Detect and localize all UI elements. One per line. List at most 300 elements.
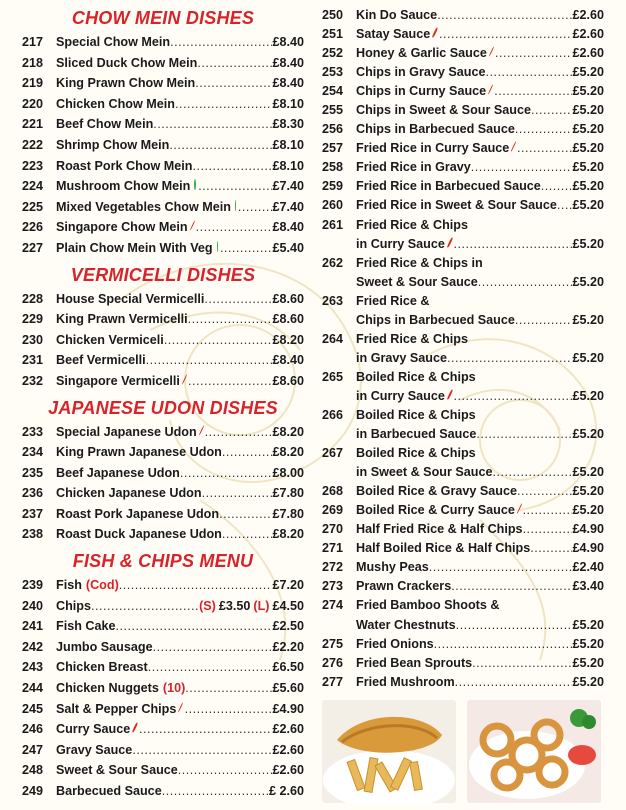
chili-icon [517, 504, 522, 514]
menu-item [322, 387, 604, 406]
item-price: £6.50 [272, 660, 304, 675]
item-number: 222 [22, 137, 44, 152]
item-number: 219 [22, 76, 44, 91]
item-number: 261 [322, 217, 344, 232]
item-number: 275 [322, 636, 344, 651]
item-number: 226 [22, 220, 44, 235]
leader-dots [204, 289, 272, 310]
item-name: Chips [56, 598, 91, 613]
menu-item [22, 504, 304, 525]
item-name: Fish Cake [56, 619, 116, 634]
menu-item-line [322, 330, 604, 349]
item-price: £2.20 [272, 639, 304, 654]
item-name: Water Chestnuts [356, 617, 456, 632]
item-number: 251 [322, 27, 344, 42]
item-name: Chips in Barbecued Sauce [356, 122, 515, 137]
item-name: Roast Pork Chow Mein [56, 158, 193, 173]
leader-dots [531, 101, 573, 120]
chili-icon [182, 374, 188, 384]
item-number: 265 [322, 369, 344, 384]
leader-dots [175, 94, 273, 115]
leader-dots [455, 673, 573, 692]
item-name: King Prawn Chow Mein [56, 76, 196, 91]
menu-item [322, 82, 604, 101]
item-price: £8.60 [272, 291, 304, 306]
leader-dots [202, 483, 273, 504]
item-number: 277 [322, 674, 344, 689]
item-name: Shrimp Chow Mein [56, 137, 170, 152]
section-title: FISH & CHIPS MENU [72, 551, 254, 572]
menu-item [22, 371, 304, 392]
item-number: 270 [322, 522, 344, 537]
item-name: Sweet & Sour Sauce [356, 274, 478, 289]
item-number: 276 [322, 655, 344, 670]
item-number: 241 [22, 619, 44, 634]
menu-item [22, 760, 304, 781]
menu-item [22, 781, 304, 802]
menu-item [22, 483, 304, 504]
leader-dots [456, 616, 573, 635]
leader-dots [495, 44, 573, 63]
item-price: £5.20 [572, 350, 604, 365]
item-number: 259 [322, 179, 344, 194]
leader-dots [185, 699, 273, 720]
menu-item [322, 273, 604, 292]
item-number: 266 [322, 407, 344, 422]
item-price: £8.40 [272, 55, 304, 70]
item-name: Salt & Pepper Chips [56, 701, 177, 716]
item-number: 234 [22, 445, 44, 460]
item-number: 218 [22, 55, 44, 70]
item-number: 228 [22, 291, 44, 306]
item-number: 272 [322, 560, 344, 575]
item-note: (10) [162, 681, 186, 696]
item-price: £2.60 [572, 46, 604, 61]
item-name: Honey & Garlic Sauce [356, 46, 487, 61]
item-price: £5.20 [572, 274, 604, 289]
menu-item-line [322, 596, 604, 615]
item-name: Fried Mushroom [356, 674, 455, 689]
item-number: 263 [322, 293, 344, 308]
leader-dots [238, 197, 273, 218]
item-name: Fish [56, 578, 82, 593]
item-name: Fried Rice in Curry Sauce [356, 141, 510, 156]
item-name: Chicken Vermiceli [56, 332, 164, 347]
vegetarian-leaf-icon [235, 200, 236, 211]
item-price: £5.40 [272, 240, 304, 255]
leader-dots [91, 596, 199, 617]
item-price: £8.40 [272, 76, 304, 91]
item-name: Boiled Rice & Gravy Sauce [356, 484, 517, 499]
item-price: £2.60 [272, 722, 304, 737]
item-name: Fried Rice in Barbecued Sauce [356, 179, 541, 194]
item-price: £8.40 [272, 35, 304, 49]
item-name: Plain Chow Mein With Veg [56, 240, 213, 255]
item-price: £5.20 [572, 674, 604, 689]
menu-item [22, 135, 304, 156]
item-price: £8.60 [272, 373, 304, 388]
chili-icon [489, 46, 495, 56]
leader-dots [219, 504, 272, 525]
leader-dots [169, 135, 272, 156]
menu-item [322, 63, 604, 82]
item-price: £7.80 [272, 486, 304, 501]
leader-dots [472, 654, 572, 673]
chili-icon [447, 389, 453, 400]
item-number: 240 [22, 598, 44, 613]
item-number: 264 [322, 331, 344, 346]
item-name: Chicken Chow Mein [56, 96, 175, 111]
item-name: Gravy Sauce [56, 742, 133, 757]
item-price: £5.20 [572, 484, 604, 499]
menu-item [322, 6, 604, 25]
menu-item [322, 463, 604, 482]
item-name-line1: Fried Rice & [356, 293, 430, 308]
right-column [322, 6, 604, 692]
item-name: Sweet & Sour Sauce [56, 763, 178, 778]
leader-dots [492, 463, 572, 482]
item-number: 233 [22, 424, 44, 439]
item-name: Jumbo Sausage [56, 639, 153, 654]
leader-dots [180, 463, 273, 484]
item-name: Barbecued Sauce [56, 784, 162, 798]
menu-item [322, 44, 604, 63]
item-number: 271 [322, 541, 344, 556]
menu-item [22, 699, 304, 720]
leader-dots [198, 176, 272, 197]
menu-item-line [322, 368, 604, 387]
leader-dots [486, 63, 573, 82]
item-price: £8.20 [272, 424, 304, 439]
item-number: 237 [22, 506, 44, 521]
menu-item [22, 575, 304, 596]
item-price: £5.20 [572, 160, 604, 175]
leader-dots [437, 6, 572, 25]
item-price: £5.20 [572, 236, 604, 251]
item-price: £5.20 [572, 141, 604, 156]
chili-icon [189, 221, 195, 231]
item-name-line1: Fried Rice & Chips in [356, 255, 483, 270]
item-name: Roast Pork Japanese Udon [56, 506, 220, 521]
item-name: in Barbecued Sauce [356, 427, 477, 442]
item-number: 223 [22, 158, 44, 173]
menu-item [22, 238, 304, 259]
item-name-line1: Fried Rice & Chips [356, 331, 468, 346]
item-number: 238 [22, 527, 44, 542]
item-name: Mushy Peas [356, 560, 429, 575]
item-name: in Curry Sauce [356, 388, 445, 403]
leader-dots [178, 760, 273, 781]
item-number: 247 [22, 742, 44, 757]
menu-item [22, 719, 304, 740]
menu-item [322, 235, 604, 254]
item-number: 252 [322, 46, 344, 61]
item-name-line1: Fried Rice & Chips [356, 217, 468, 232]
menu-item-line [322, 292, 604, 311]
item-number: 260 [322, 198, 344, 213]
item-name: Special Japanese Udon [56, 424, 197, 439]
fried-calamari-photo [467, 700, 601, 803]
item-name: Sliced Duck Chow Mein [56, 55, 198, 70]
section-title: CHOW MEIN DISHES [71, 8, 255, 28]
price-small: £3.50 [218, 598, 251, 613]
item-price: £5.20 [572, 312, 604, 327]
item-number: 220 [22, 96, 44, 111]
item-name: House Special Vermicelli [56, 291, 205, 306]
menu-item [22, 94, 304, 115]
item-price: £5.20 [572, 198, 604, 213]
leader-dots [515, 311, 573, 330]
item-number: 244 [22, 681, 44, 696]
leader-dots [222, 524, 273, 545]
leader-dots [195, 73, 272, 94]
leader-dots [429, 558, 573, 577]
menu-item [22, 740, 304, 761]
item-number: 246 [22, 722, 44, 737]
menu-item [22, 616, 304, 637]
item-price: £8.20 [272, 332, 304, 347]
item-number: 249 [22, 784, 44, 798]
menu-item [322, 635, 604, 654]
item-price: £5.20 [572, 65, 604, 80]
leader-dots [454, 387, 573, 406]
menu-item [322, 482, 604, 501]
leader-dots [439, 25, 572, 44]
leader-dots [471, 158, 573, 177]
menu-item [22, 678, 304, 699]
item-number: 262 [322, 255, 344, 270]
item-name: Roast Duck Japanese Udon [56, 527, 222, 542]
item-number: 225 [22, 199, 44, 214]
chili-icon [178, 702, 184, 712]
leader-dots [434, 635, 573, 654]
item-number: 253 [322, 65, 344, 80]
leader-dots [116, 616, 273, 637]
leader-dots [447, 349, 572, 368]
item-number: 254 [322, 84, 344, 99]
item-number: 221 [22, 117, 44, 132]
item-price: £4.50 [272, 598, 304, 613]
leader-dots [139, 719, 272, 740]
item-price: £5.20 [572, 427, 604, 442]
menu-item-line [322, 216, 604, 235]
leader-dots [478, 273, 573, 292]
vegetarian-leaf-icon [217, 241, 218, 252]
menu-item [22, 637, 304, 658]
item-name: in Gravy Sauce [356, 350, 448, 365]
item-number: 274 [322, 598, 344, 613]
leader-dots [517, 482, 572, 501]
item-price: £5.20 [572, 617, 604, 632]
item-name: Chips in Curny Sauce [356, 84, 487, 99]
item-price: £5.20 [572, 103, 604, 118]
item-name: Fried Onions [356, 636, 434, 651]
item-price: £5.60 [272, 681, 304, 696]
item-price: £5.20 [572, 84, 604, 99]
item-name: Fried Rice in Sweet & Sour Sauce [356, 198, 557, 213]
item-price: £2.60 [572, 8, 604, 22]
item-number: 229 [22, 312, 44, 327]
item-name: Fried Bean Sprouts [356, 655, 473, 670]
menu-item [22, 422, 304, 443]
leader-dots [119, 575, 273, 596]
item-note: (Cod) [85, 578, 119, 593]
menu-item [22, 197, 304, 218]
menu-item [322, 349, 604, 368]
item-price: £8.10 [272, 158, 304, 173]
item-price: £5.20 [572, 122, 604, 137]
item-name: Chicken Nuggets [56, 681, 159, 696]
item-name: Chips in Barbecued Sauce [356, 312, 515, 327]
item-price: £7.20 [272, 578, 304, 593]
item-name: Chicken Japanese Udon [56, 486, 202, 501]
item-number: 267 [322, 446, 344, 461]
item-name: Chicken Breast [56, 660, 148, 675]
item-price: £8.30 [272, 117, 304, 132]
menu-item [322, 673, 604, 692]
item-name: Curry Sauce [56, 722, 131, 737]
menu-item [322, 558, 604, 577]
item-number: 217 [22, 35, 44, 49]
item-number: 235 [22, 465, 44, 480]
item-price: £7.40 [272, 179, 304, 194]
item-price: £5.20 [572, 636, 604, 651]
item-name: Chips in Gravy Sauce [356, 65, 486, 80]
menu-item [322, 616, 604, 635]
leader-dots [476, 425, 572, 444]
menu-item [22, 176, 304, 197]
menu-item [22, 32, 304, 53]
item-price: £5.20 [572, 503, 604, 518]
leader-dots [222, 442, 273, 463]
item-number: 239 [22, 578, 44, 593]
item-name: Beef Vermicelli [56, 353, 146, 368]
item-number: 227 [22, 240, 44, 255]
leader-dots [494, 82, 572, 101]
chili-icon [198, 425, 203, 435]
fish-and-chips-photo [322, 700, 456, 803]
menu-item-line [322, 406, 604, 425]
item-price: £8.10 [272, 137, 304, 152]
menu-item-line [322, 444, 604, 463]
menu-item [322, 577, 604, 596]
menu-item [22, 156, 304, 177]
item-name: in Curry Sauce [356, 236, 445, 251]
chili-icon [132, 722, 138, 733]
item-name: Mushroom Chow Mein [56, 179, 191, 194]
menu-item [322, 311, 604, 330]
item-price: £5.20 [572, 465, 604, 480]
menu-item [322, 539, 604, 558]
leader-dots [454, 235, 573, 254]
menu-item [322, 501, 604, 520]
leader-dots [153, 637, 273, 658]
item-price: £8.40 [272, 220, 304, 235]
item-number: 232 [22, 373, 44, 388]
leader-dots [205, 422, 273, 443]
item-price: £8.10 [272, 96, 304, 111]
leader-dots [515, 120, 573, 139]
item-name: Boiled Rice & Curry Sauce [356, 503, 515, 518]
item-name: Satay Sauce [356, 27, 431, 42]
leader-dots [188, 371, 272, 392]
item-price: £4.90 [572, 541, 604, 556]
item-number: 258 [322, 160, 344, 175]
item-price: £4.90 [272, 701, 304, 716]
item-name-line1: Boiled Rice & Chips [356, 446, 476, 461]
leader-dots [220, 238, 273, 259]
leader-dots [132, 740, 272, 761]
menu-item [22, 524, 304, 545]
menu-item [22, 463, 304, 484]
chili-icon [432, 27, 438, 38]
item-name: Mixed Vegetables Chow Mein [56, 199, 231, 214]
item-price: £8.40 [272, 353, 304, 368]
menu-item [322, 158, 604, 177]
menu-item [22, 350, 304, 371]
leader-dots [523, 501, 573, 520]
item-name-line1: Boiled Rice & Chips [356, 369, 476, 384]
item-name: Prawn Crackers [356, 579, 452, 594]
item-name: in Sweet & Sour Sauce [356, 465, 493, 480]
item-price: £3.40 [572, 579, 604, 594]
chili-icon [511, 142, 516, 152]
item-number: 256 [322, 122, 344, 137]
leader-dots [197, 53, 272, 74]
menu-item [322, 120, 604, 139]
menu-item [322, 101, 604, 120]
item-number: 224 [22, 179, 44, 194]
chili-icon [447, 237, 453, 248]
item-name-line1: Boiled Rice & Chips [356, 407, 476, 422]
section-title: VERMICELLI DISHES [70, 264, 256, 285]
size-small-label: (S) [199, 598, 216, 613]
menu-item [22, 596, 304, 617]
menu-item [22, 114, 304, 135]
leader-dots [451, 577, 572, 596]
item-number: 250 [322, 8, 344, 22]
item-price: £8.60 [272, 312, 304, 327]
leader-dots [192, 156, 272, 177]
menu-item [22, 442, 304, 463]
item-price: £2.60 [272, 742, 304, 757]
chili-icon [488, 84, 494, 94]
item-price: £8.20 [272, 527, 304, 542]
item-name: King Prawn Japanese Udon [56, 445, 222, 460]
item-number: 269 [322, 503, 344, 518]
item-price: £2.60 [572, 27, 604, 42]
item-price: £5.20 [572, 388, 604, 403]
item-number: 236 [22, 486, 44, 501]
item-name: Singapore Chow Mein [56, 220, 188, 235]
menu-item [322, 25, 604, 44]
menu-item [322, 425, 604, 444]
leader-dots [146, 350, 273, 371]
item-price: £7.40 [272, 199, 304, 214]
menu-item [22, 309, 304, 330]
leader-dots [557, 196, 573, 215]
menu-item [322, 520, 604, 539]
item-name-line1: Fried Bamboo Shoots & [356, 598, 500, 613]
leader-dots [523, 520, 573, 539]
item-price: £ 2.60 [268, 784, 304, 798]
menu-item [22, 330, 304, 351]
menu-item [322, 139, 604, 158]
menu-item [22, 289, 304, 310]
item-price: £8.00 [272, 465, 304, 480]
item-name: Half Fried Rice & Half Chips [356, 522, 523, 537]
item-number: 255 [322, 103, 344, 118]
